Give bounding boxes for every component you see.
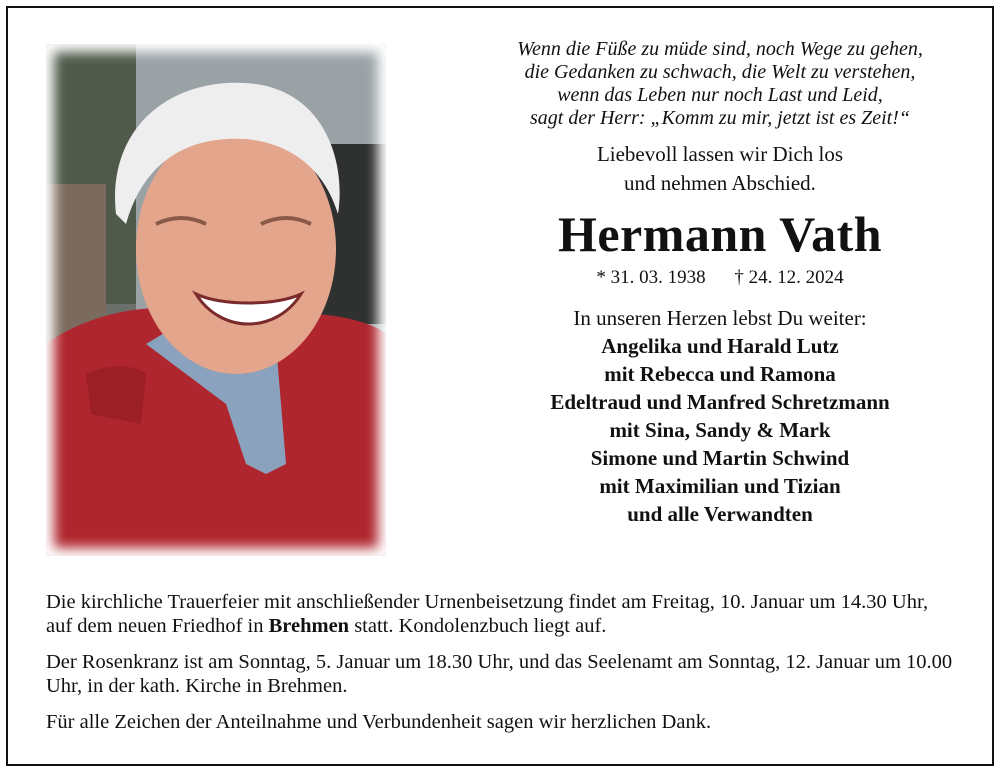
poem xyxy=(440,38,1000,130)
deceased-name: Hermann Vath xyxy=(557,206,883,262)
death-date: † 24. 12. 2024 xyxy=(734,267,844,288)
farewell-line: Liebevoll lassen wir Dich los xyxy=(596,142,844,166)
poem-line: sagt der Herr: „Komm zu mir, jetzt ist es Zeit!“ xyxy=(529,107,911,129)
funeral-notice xyxy=(46,590,956,638)
mourner-line: mit Sina, Sandy & Mark xyxy=(609,418,831,442)
farewell xyxy=(440,140,1000,198)
mourner-line: Angelika und Harald Lutz xyxy=(601,334,839,358)
farewell-line: und nehmen Abschied. xyxy=(624,171,816,195)
service-info xyxy=(46,590,956,746)
life-dates xyxy=(440,266,1000,290)
mourners-intro: In unseren Herzen lebst Du weiter: xyxy=(573,306,867,330)
mourner-line: mit Maximilian und Tizian xyxy=(599,474,841,498)
mourner-line: mit Rebecca und Ramona xyxy=(604,362,836,386)
mourners-list xyxy=(440,332,1000,528)
text-column xyxy=(440,38,1000,528)
mourner-line: Edeltraud und Manfred Schretzmann xyxy=(550,390,890,414)
thanks-notice: Für alle Zeichen der Anteilnahme und Verbundenheit sagen wir herzlichen Dank. xyxy=(46,711,712,733)
funeral-text: Die kirchliche Trauerfeier mit anschließender Urnenbeisetzung findet am Freitag, 10. Januar um 14.30 Uhr, auf dem neuen Friedhof in xyxy=(46,591,929,637)
mourner-line: Simone und Martin Schwind xyxy=(590,446,850,470)
portrait-photo xyxy=(46,44,386,556)
rosary-notice: Der Rosenkranz ist am Sonntag, 5. Januar um 18.30 Uhr, und das Seelenamt am Sonntag, 12. Januar um 10.00 Uhr, in der kath. Kirche in Brehmen. xyxy=(46,651,953,697)
poem-line: wenn das Leben nur noch Last und Leid, xyxy=(557,84,883,106)
poem-line: Wenn die Füße zu müde sind, noch Wege zu gehen, xyxy=(517,38,923,60)
mourner-line: und alle Verwandten xyxy=(627,502,813,526)
birth-date: * 31. 03. 1938 xyxy=(596,267,706,288)
poem-line: die Gedanken zu schwach, die Welt zu verstehen, xyxy=(524,61,916,83)
funeral-place: Brehmen xyxy=(268,615,350,637)
funeral-text-end: statt. Kondolenzbuch liegt auf. xyxy=(349,615,607,637)
